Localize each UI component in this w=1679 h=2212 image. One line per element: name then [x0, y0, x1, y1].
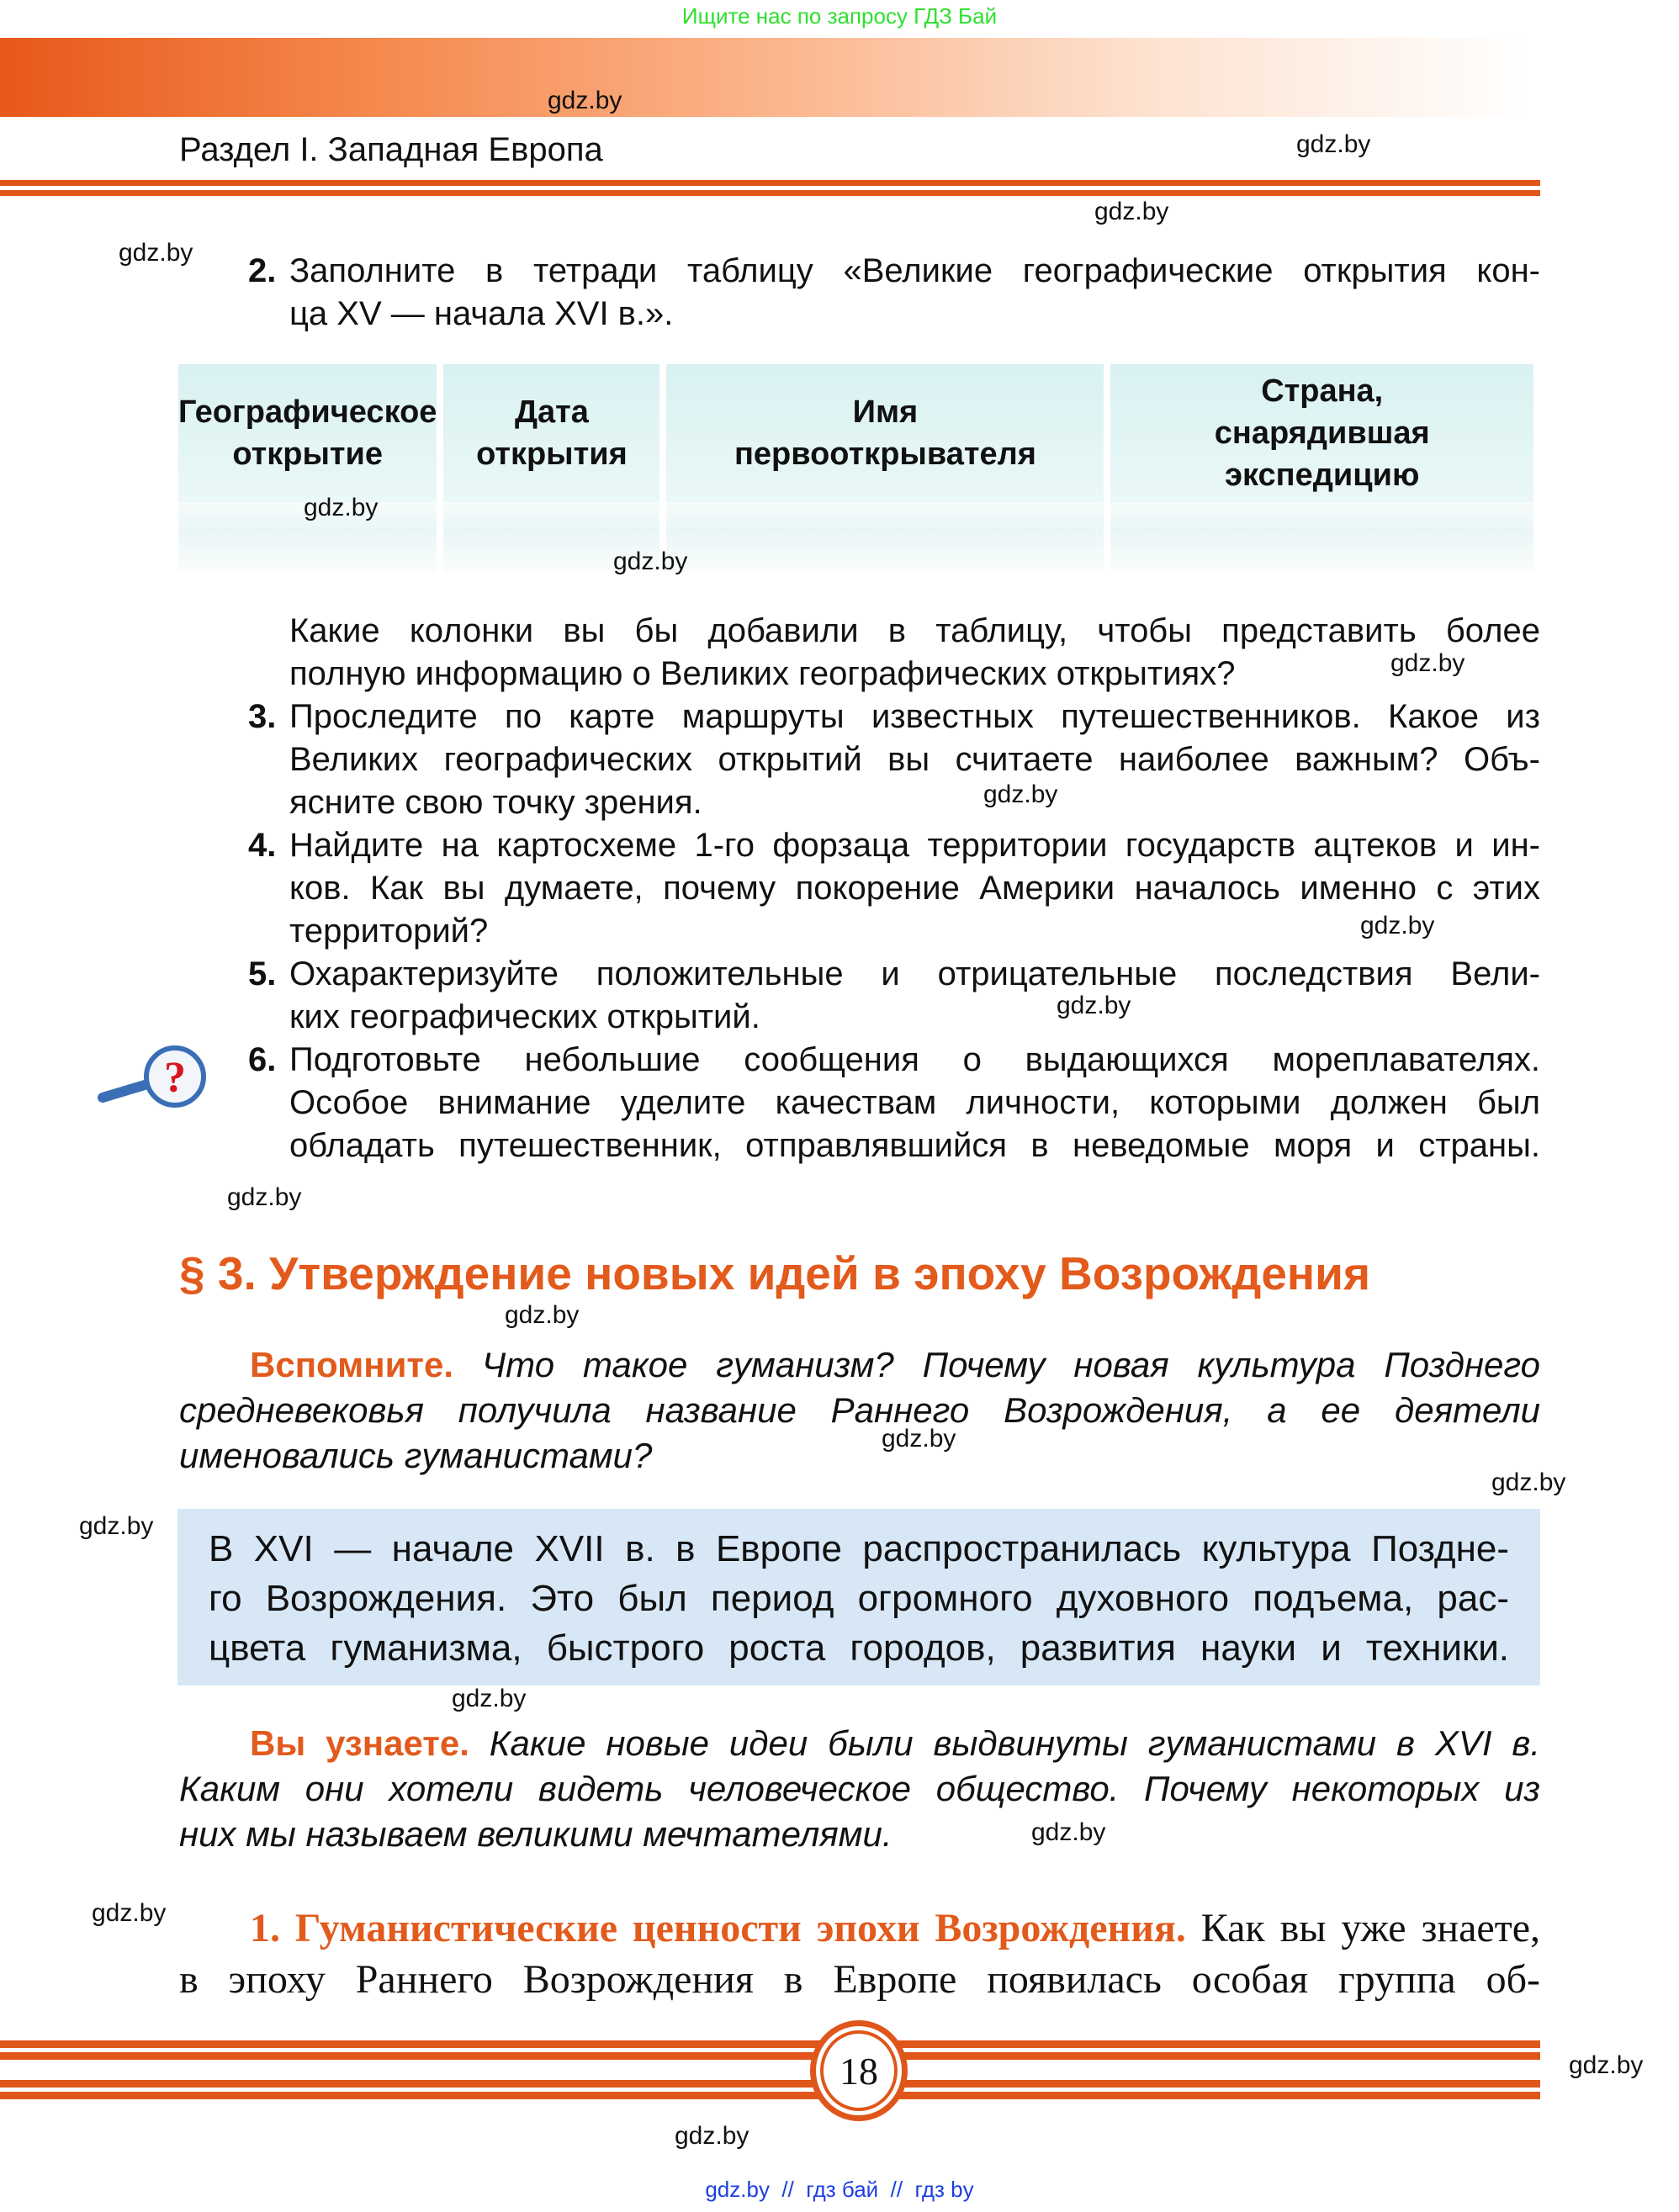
- text: Что такое гуманизм? Почему новая культура Позднего: [481, 1345, 1541, 1384]
- text-line: именовались гуманистами?: [179, 1436, 653, 1475]
- text: Имя: [852, 394, 919, 430]
- text: Дата: [514, 394, 589, 430]
- watermark: gdz.by: [1360, 912, 1435, 939]
- text-line: го Возрождения. Это был период огромного духовного подъема, рас-: [209, 1578, 1509, 1619]
- table-cell: [666, 502, 1104, 572]
- table-header-discoverer: [666, 364, 1104, 502]
- question-number: 5.: [248, 955, 277, 992]
- watermark: gdz.by: [1390, 649, 1465, 677]
- text-line: ясните свою точку зрения.: [289, 784, 702, 821]
- bottom-links[interactable]: gdz.by // гдз бай // гдз by: [705, 2177, 974, 2202]
- section-title: § 3. Утверждение новых идей в эпоху Возрождения: [179, 1247, 1371, 1299]
- watermark: gdz.by: [1569, 2051, 1644, 2079]
- watermark: gdz.by: [1031, 1818, 1106, 1846]
- text: Как вы уже знаете,: [1200, 1906, 1540, 1950]
- question-6: [248, 1039, 1540, 1082]
- text: Географическое: [178, 394, 437, 430]
- subsection-1: [179, 1902, 1540, 2005]
- page-number-badge: [810, 2020, 908, 2121]
- watermark: gdz.by: [304, 494, 379, 521]
- watermark: gdz.by: [452, 1685, 527, 1712]
- header-rule: [0, 190, 1540, 196]
- watermark: gdz.by: [983, 781, 1058, 808]
- watermark: gdz.by: [548, 87, 622, 114]
- text-line: средневековья получила название Раннего Возрождения, а ее деятели: [179, 1390, 1540, 1430]
- question-4: [248, 824, 1540, 867]
- questions: [248, 610, 1540, 1167]
- magnifier-question-icon: [94, 1041, 212, 1110]
- watermark: gdz.by: [1057, 992, 1131, 1019]
- footer-rule: [0, 2052, 1540, 2060]
- text-line: [179, 1342, 1540, 1388]
- question-number: 6.: [248, 1041, 277, 1078]
- watermark: gdz.by: [505, 1301, 580, 1329]
- text-line: Какие колонки вы бы добавили в таблицу, чтобы представить более: [289, 612, 1540, 649]
- subsection-heading: 1. Гуманистические ценности эпохи Возрождения.: [250, 1906, 1186, 1950]
- task-line: ца XV — начала XVI в.».: [289, 295, 674, 332]
- recall-label: Вспомните.: [250, 1345, 454, 1384]
- text: открытие: [232, 437, 384, 472]
- text-line: [179, 1902, 1540, 1954]
- question-5: [248, 953, 1540, 996]
- question-number: 3.: [248, 698, 277, 735]
- text: Подготовьте небольшие сообщения о выдающихся мореплавателях.: [289, 1041, 1540, 1078]
- text-line: цвета гуманизма, быстрого роста городов, развития науки и техники.: [209, 1627, 1509, 1669]
- watermark: gdz.by: [92, 1899, 167, 1927]
- watermark: gdz.by: [1094, 198, 1169, 225]
- page-number: 18: [820, 2030, 898, 2111]
- text: Проследите по карте маршруты известных путешественников. Какое из: [289, 698, 1540, 735]
- watermark: gdz.by: [1296, 130, 1371, 158]
- text-line: ких географических открытий.: [289, 998, 760, 1035]
- header-rule: [0, 180, 1540, 186]
- watermark: gdz.by: [613, 548, 688, 575]
- text: первооткрывателя: [734, 437, 1036, 472]
- text: экспедицию: [1225, 458, 1420, 493]
- text-line: обладать путешественник, отправлявшийся в неведомые моря и страны.: [289, 1127, 1540, 1164]
- question-number: 4.: [248, 827, 277, 864]
- intro-text: [209, 1524, 1509, 1673]
- header-band: [0, 38, 1531, 117]
- watermark: gdz.by: [1491, 1468, 1566, 1496]
- task-line: [248, 250, 1540, 293]
- text: снарядившая: [1214, 415, 1430, 451]
- question-3: [248, 696, 1540, 738]
- watermark: gdz.by: [675, 2122, 749, 2150]
- text: Страна,: [1261, 373, 1384, 409]
- table-header-discovery: [178, 364, 437, 502]
- text-line: территорий?: [289, 913, 489, 950]
- table-header-country: [1110, 364, 1533, 502]
- text: Охарактеризуйте положительные и отрицательные последствия Вели-: [289, 955, 1540, 992]
- footer-rule: [0, 2040, 1540, 2048]
- text-line: них мы называем великими мечтателями.: [179, 1814, 892, 1854]
- section-header: Раздел I. Западная Европа: [179, 131, 603, 168]
- discoveries-table: [178, 364, 1547, 572]
- svg-text:?: ?: [164, 1054, 186, 1102]
- learn-label: Вы узнаете.: [250, 1723, 469, 1763]
- text: Какие новые идеи были выдвинуты гуманистами в XVI в.: [489, 1723, 1540, 1763]
- text-line: в эпоху Раннего Возрождения в Европе появилась особая группа об-: [179, 1957, 1540, 2002]
- table-header-date: [443, 364, 659, 502]
- task-number: 2.: [248, 252, 277, 289]
- text: Заполните в тетради таблицу «Великие географические открытия кон-: [289, 252, 1540, 289]
- text: открытия: [476, 437, 628, 472]
- learn-block: [179, 1721, 1540, 1857]
- text-line: полную информацию о Великих географических открытиях?: [289, 655, 1236, 692]
- watermark: gdz.by: [79, 1512, 154, 1540]
- text-line: [179, 1721, 1540, 1766]
- text-line: Особое внимание уделите качествам личности, которыми должен был: [289, 1084, 1540, 1121]
- footer-rule: [0, 2080, 1540, 2088]
- table-cell: [1110, 502, 1533, 572]
- task-2: [248, 250, 1540, 336]
- recall-block: [179, 1342, 1540, 1479]
- text-line: ков. Как вы думаете, почему покорение Америки началось именно с этих: [289, 870, 1540, 907]
- top-note: Ищите нас по запросу ГДЗ Бай: [681, 3, 998, 29]
- watermark: gdz.by: [227, 1183, 302, 1211]
- watermark: gdz.by: [119, 239, 193, 267]
- text: Найдите на картосхеме 1-го форзаца территории государств ацтеков и ин-: [289, 827, 1540, 864]
- text-line: В XVI — начале XVII в. в Европе распространилась культура Поздне-: [209, 1528, 1509, 1569]
- text-line: Каким они хотели видеть человеческое общество. Почему некоторых из: [179, 1769, 1540, 1808]
- watermark: gdz.by: [882, 1425, 956, 1453]
- text-line: Великих географических открытий вы считаете наиболее важным? Объ-: [289, 741, 1540, 778]
- footer-rule: [0, 2092, 1540, 2099]
